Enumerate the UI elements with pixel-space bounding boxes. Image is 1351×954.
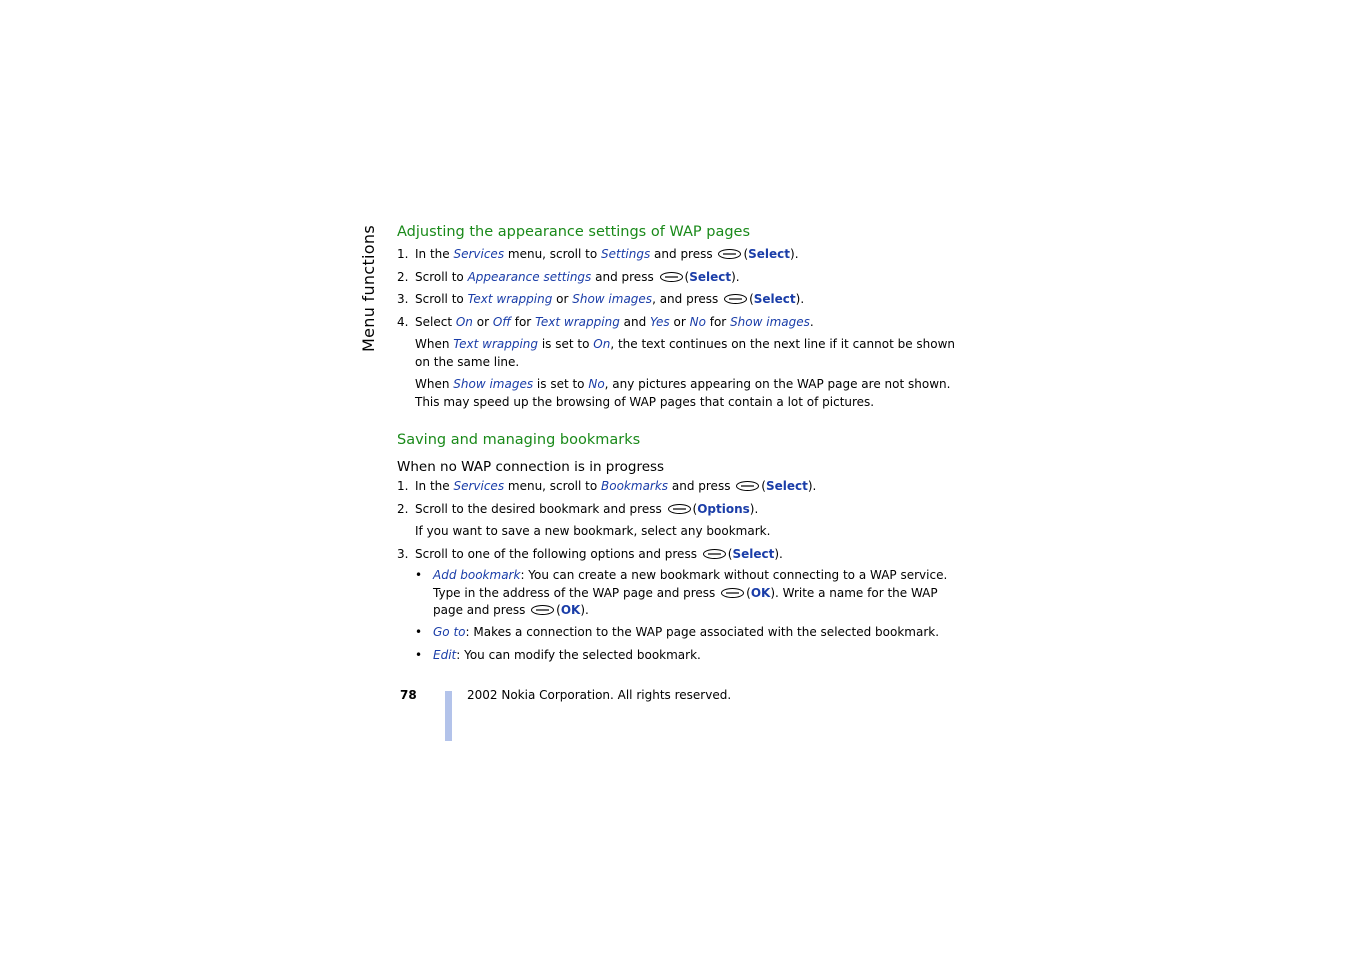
option-add-bookmark: • Add bookmark: You can create a new bookmark without connecting to a WAP service. Type in the address of the WAP page and press (OK). Write a name for the WAP page and press (OK). xyxy=(415,568,948,617)
note-text-wrapping: When Text wrapping is set to On, the text continues on the next line if it cannot be shown on the same line. xyxy=(415,337,956,369)
selection-key-icon xyxy=(736,481,759,491)
selection-key-icon xyxy=(531,605,554,615)
selection-key-icon xyxy=(718,249,741,259)
selection-key-icon xyxy=(703,549,726,559)
selection-key-icon xyxy=(660,272,683,282)
side-tab-label: Menu functions xyxy=(358,224,378,352)
list-item: 3. Scroll to Text wrapping or Show images, and press (Select). xyxy=(397,292,805,306)
list-item: 3. Scroll to one of the following options and press (Select). xyxy=(397,546,783,561)
list-item: 1. In the Services menu, scroll to Bookmarks and press (Select). xyxy=(397,479,817,493)
footer-bar xyxy=(445,691,452,741)
selection-key-icon xyxy=(724,294,747,304)
option-edit: • Edit: You can modify the selected bookmark. xyxy=(415,647,701,662)
list-item: 2. Scroll to Appearance settings and press (Select). xyxy=(397,269,740,284)
page-footer xyxy=(400,686,800,742)
note-new-bookmark: If you want to save a new bookmark, select any bookmark. xyxy=(415,524,771,538)
list-item: 1. In the Services menu, scroll to Settings and press (Select). xyxy=(397,247,799,261)
selection-key-icon xyxy=(721,588,744,598)
subsection-title: When no WAP connection is in progress xyxy=(397,459,665,475)
section-title-appearance: Adjusting the appearance settings of WAP pages xyxy=(397,224,751,240)
section-title-bookmarks: Saving and managing bookmarks xyxy=(397,432,641,448)
list-item: 2. Scroll to the desired bookmark and press (Options). xyxy=(397,501,759,516)
copyright: 2002 Nokia Corporation. All rights reserved. xyxy=(467,688,732,702)
side-tab xyxy=(357,225,379,351)
note-show-images: When Show images is set to No, any pictures appearing on the WAP page are not shown. This may speed up the browsing of WAP pages that contain a lot of pictures. xyxy=(415,377,951,409)
selection-key-icon xyxy=(668,504,691,514)
option-go-to: • Go to: Makes a connection to the WAP page associated with the selected bookmark. xyxy=(415,625,940,639)
page-content xyxy=(397,222,962,664)
list-item: 4. Select On or Off for Text wrapping and Yes or No for Show images. xyxy=(397,314,814,329)
page-number: 78 xyxy=(400,688,417,702)
